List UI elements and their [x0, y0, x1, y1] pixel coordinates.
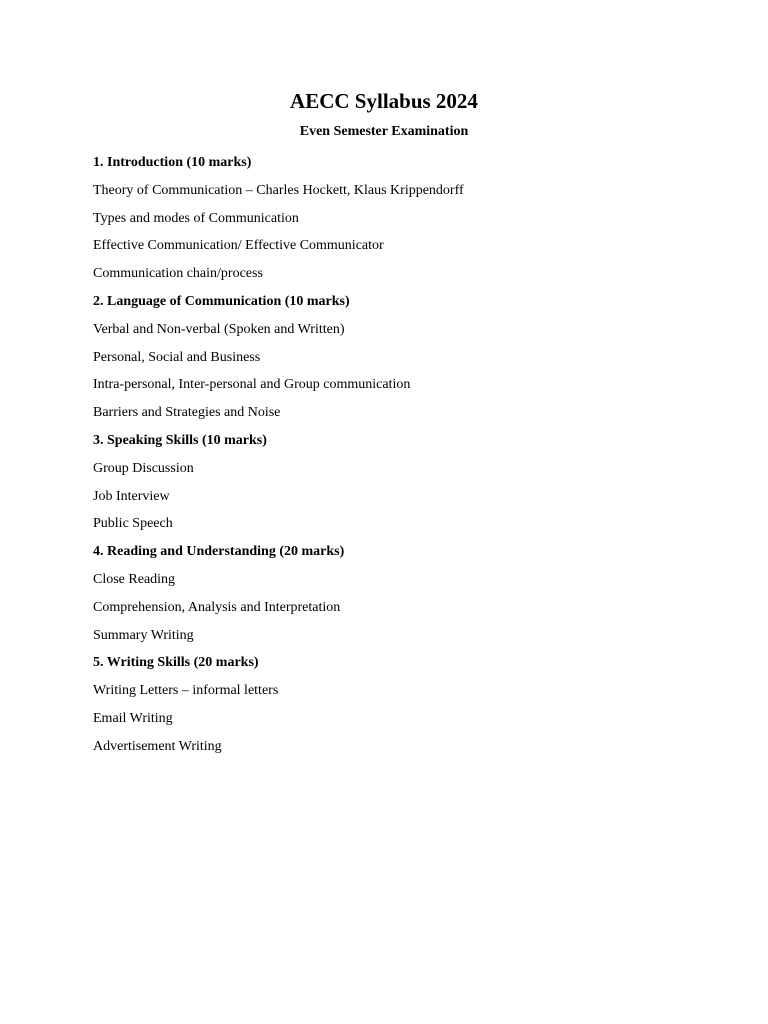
syllabus-section	[93, 149, 733, 288]
syllabus-item: Summary Writing	[93, 627, 194, 643]
section-heading: 4. Reading and Understanding (20 marks)	[93, 544, 345, 560]
syllabus-item: Close Reading	[93, 571, 176, 587]
syllabus-item: Job Interview	[93, 488, 170, 504]
syllabus-section	[93, 538, 733, 649]
document-title: AECC Syllabus 2024	[290, 89, 478, 113]
syllabus-item: Verbal and Non-verbal (Spoken and Written)	[93, 321, 345, 337]
syllabus-section	[93, 427, 733, 538]
syllabus-item: Communication chain/process	[93, 266, 263, 282]
syllabus-item: Email Writing	[93, 710, 173, 726]
syllabus-content	[93, 149, 733, 761]
section-heading: 3. Speaking Skills (10 marks)	[93, 432, 267, 448]
syllabus-item: Public Speech	[93, 516, 173, 532]
section-heading: 5. Writing Skills (20 marks)	[93, 655, 259, 671]
syllabus-item: Advertisement Writing	[93, 738, 222, 754]
syllabus-item: Intra-personal, Inter-personal and Group communication	[93, 377, 411, 393]
syllabus-section	[93, 649, 733, 760]
syllabus-item: Group Discussion	[93, 460, 194, 476]
syllabus-item: Types and modes of Communication	[93, 210, 299, 226]
syllabus-item: Barriers and Strategies and Noise	[93, 405, 281, 421]
syllabus-item: Writing Letters – informal letters	[93, 683, 279, 699]
section-heading: 1. Introduction (10 marks)	[93, 155, 252, 170]
syllabus-item: Theory of Communication – Charles Hockett, Klaus Krippendorff	[93, 182, 464, 198]
document-subtitle: Even Semester Examination	[299, 124, 469, 139]
section-heading: 2. Language of Communication (10 marks)	[93, 293, 350, 309]
syllabus-item: Personal, Social and Business	[93, 349, 261, 365]
syllabus-section	[93, 288, 733, 427]
syllabus-item: Effective Communication/ Effective Communicator	[93, 238, 384, 254]
syllabus-item: Comprehension, Analysis and Interpretation	[93, 599, 341, 615]
